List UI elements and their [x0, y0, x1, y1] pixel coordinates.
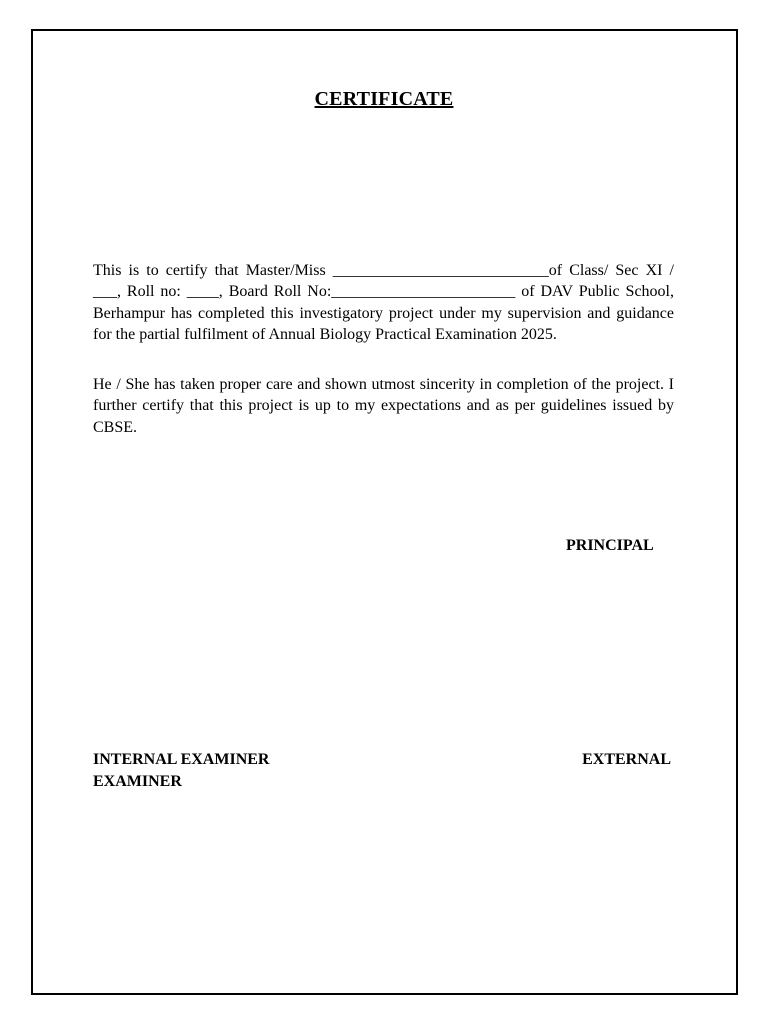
page-border	[31, 29, 738, 995]
sincerity-paragraph: He / She has taken proper care and shown utmost sincerity in completion of the project. I further certify that this project is up to my expectations and as per guidelines issued by CBSE.	[93, 376, 674, 436]
principal-signature-label: PRINCIPAL	[566, 537, 654, 554]
internal-examiner-label: INTERNAL EXAMINER	[93, 751, 270, 768]
certification-paragraph: This is to certify that Master/Miss ___________________________of Class/ Sec XI / ___, Roll no: ____, Board Roll No:_______________________ of DAV Public School, Berhampur has completed this investigatory project under my supervision and guidance for the partial fulfilment of Annual Biology Practical Examination 2025.	[93, 262, 674, 343]
certificate-title: CERTIFICATE	[314, 88, 454, 110]
external-examiner-label-line2: EXAMINER	[93, 772, 182, 790]
external-examiner-label-line1: EXTERNAL	[582, 751, 671, 768]
